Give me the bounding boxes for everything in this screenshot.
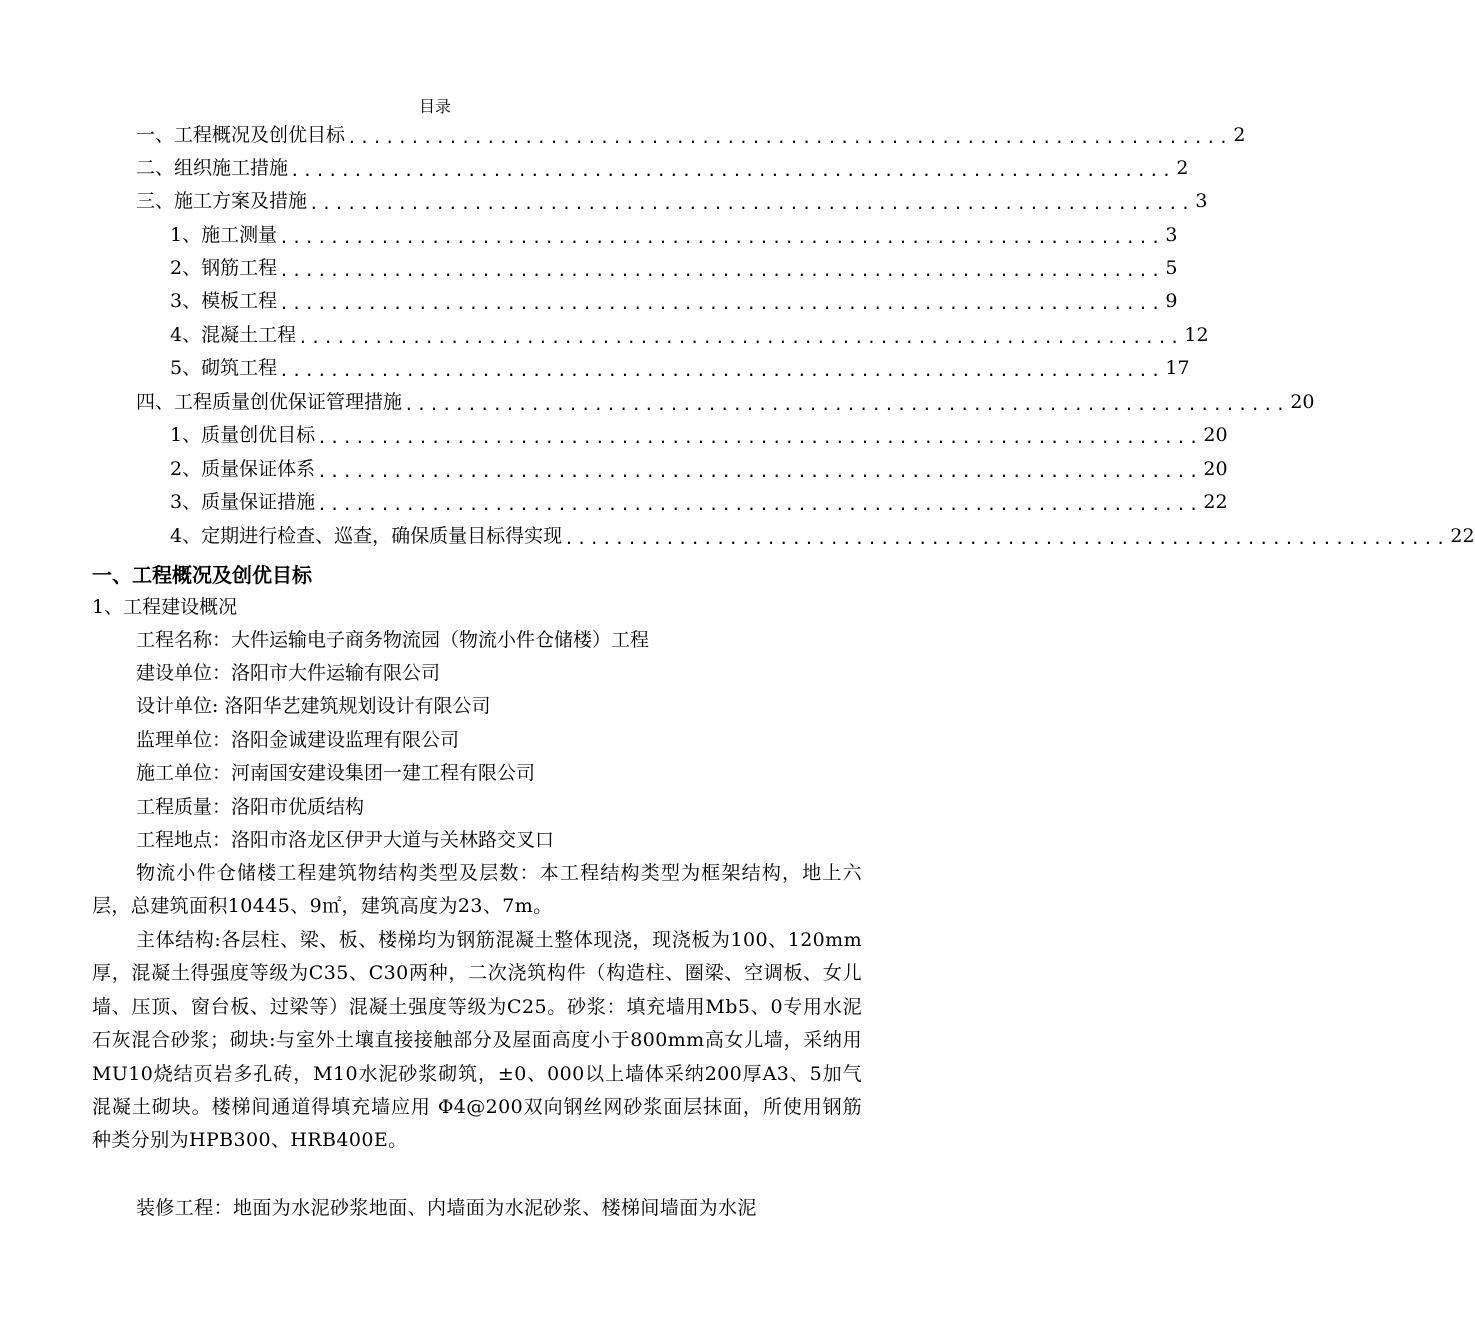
info-supervisor: 监理单位：洛阳金诚建设监理有限公司: [136, 729, 460, 751]
info-designer: 设计单位: 洛阳华艺建筑规划设计有限公司: [136, 695, 491, 717]
toc-entry-label: 4、定期进行检查、巡查，确保质量目标得实现: [170, 525, 563, 547]
toc-entry-label: 2、质量保证体系: [170, 458, 316, 480]
toc-entry[interactable]: [136, 186, 1208, 216]
toc-leader-dots: ......................................................................: [317, 428, 1202, 447]
toc-entry-page: 5: [1165, 257, 1178, 279]
toc-entry[interactable]: [170, 286, 1178, 316]
toc-entry-page: 9: [1165, 290, 1178, 312]
toc-entry[interactable]: [136, 120, 1246, 150]
toc-leader-dots: ......................................................................: [279, 261, 1164, 280]
toc-entry-page: 3: [1195, 190, 1208, 212]
toc-entry-page: 17: [1165, 357, 1190, 379]
toc-entry-label: 5、砌筑工程: [170, 357, 278, 379]
toc-entry[interactable]: [170, 220, 1178, 250]
info-project-name: 工程名称：大件运输电子商务物流园（物流小件仓储楼）工程: [136, 629, 650, 651]
paragraph-decoration: 装修工程：地面为水泥砂浆地面、内墙面为水泥砂浆、楼梯间墙面为水泥: [136, 1197, 757, 1219]
toc-entry-label: 3、模板工程: [170, 290, 278, 312]
toc-entry-label: 二、组织施工措施: [136, 157, 289, 179]
toc-leader-dots: ......................................................................: [404, 395, 1289, 414]
toc-entry-label: 2、钢筋工程: [170, 257, 278, 279]
toc-entry-label: 四、工程质量创优保证管理措施: [136, 391, 403, 413]
toc-entry-page: 20: [1203, 458, 1228, 480]
toc-title: 目录: [418, 97, 451, 116]
toc-entry-label: 1、质量创优目标: [170, 424, 316, 446]
toc-entry[interactable]: [170, 353, 1190, 383]
toc-entry-label: 4、混凝土工程: [170, 324, 297, 346]
toc-leader-dots: ......................................................................: [309, 194, 1194, 213]
section-heading: 一、工程概况及创优目标: [92, 563, 312, 587]
subsection-heading: 1、工程建设概况: [92, 596, 238, 618]
paragraph-structure-type: 物流小件仓储楼工程建筑物结构类型及层数：本工程结构类型为框架结构，地上六层，总建筑面积10445、9㎡，建筑高度为23、7m。: [92, 862, 862, 918]
toc-entry[interactable]: [136, 153, 1189, 183]
toc-leader-dots: ......................................................................: [279, 294, 1164, 313]
toc-leader-dots: ......................................................................: [317, 495, 1202, 514]
toc-leader-dots: ......................................................................: [564, 529, 1449, 548]
toc-entry-page: 2: [1233, 124, 1246, 146]
toc-leader-dots: ......................................................................: [317, 462, 1202, 481]
toc-leader-dots: ......................................................................: [279, 228, 1164, 247]
toc-entry-page: 3: [1165, 224, 1178, 246]
toc-entry-page: 12: [1184, 324, 1209, 346]
toc-leader-dots: ......................................................................: [290, 161, 1175, 180]
info-contractor: 施工单位：河南国安建设集团一建工程有限公司: [136, 762, 536, 784]
toc-entry[interactable]: [170, 521, 1475, 551]
toc-entry-label: 3、质量保证措施: [170, 491, 316, 513]
toc-entry-page: 20: [1203, 424, 1228, 446]
info-location: 工程地点：洛阳市洛龙区伊尹大道与关林路交叉口: [136, 829, 555, 851]
toc-leader-dots: ......................................................................: [347, 128, 1232, 147]
toc-entry-label: 1、施工测量: [170, 224, 278, 246]
paragraph-main-structure: 主体结构:各层柱、梁、板、楼梯均为钢筋混凝土整体现浇，现浇板为100、120mm厚，混凝土得强度等级为C35、C30两种，二次浇筑构件（构造柱、圈梁、空调板、女儿墙、压顶、窗台板、过梁等）混凝土强度等级为C25。砂浆：填充墙用Mb5、0专用水泥石灰混合砂浆；砌块:与室外土壤直接接触部分及屋面高度小于800mm高女儿墙，采纳用MU10烧结页岩多孔砖，M10水泥砂浆砌筑，±0、000以上墙体采纳200厚A3、5加气混凝土砌块。楼梯间通道得填充墙应用 Φ4@200双向钢丝网砂浆面层抹面，所使用钢筋种类分别为HPB300、HRB400E。: [92, 929, 862, 1152]
toc-entry-label: 三、施工方案及措施: [136, 190, 308, 212]
toc-entry-label: 一、工程概况及创优目标: [136, 124, 346, 146]
toc-leader-dots: ......................................................................: [298, 328, 1183, 347]
toc-entry-page: 20: [1290, 391, 1315, 413]
toc-leader-dots: ......................................................................: [279, 361, 1164, 380]
toc-entry[interactable]: [170, 253, 1178, 283]
toc-entry-page: 2: [1176, 157, 1189, 179]
toc-entry-page: 22: [1450, 525, 1475, 547]
info-owner: 建设单位：洛阳市大件运输有限公司: [136, 662, 441, 684]
toc-entry[interactable]: [170, 454, 1228, 484]
toc-entry-page: 22: [1203, 491, 1228, 513]
toc-entry[interactable]: [170, 487, 1228, 517]
toc-entry[interactable]: [170, 320, 1209, 350]
toc-entry[interactable]: [136, 387, 1315, 417]
info-quality: 工程质量：洛阳市优质结构: [136, 796, 365, 818]
toc-entry[interactable]: [170, 420, 1228, 450]
